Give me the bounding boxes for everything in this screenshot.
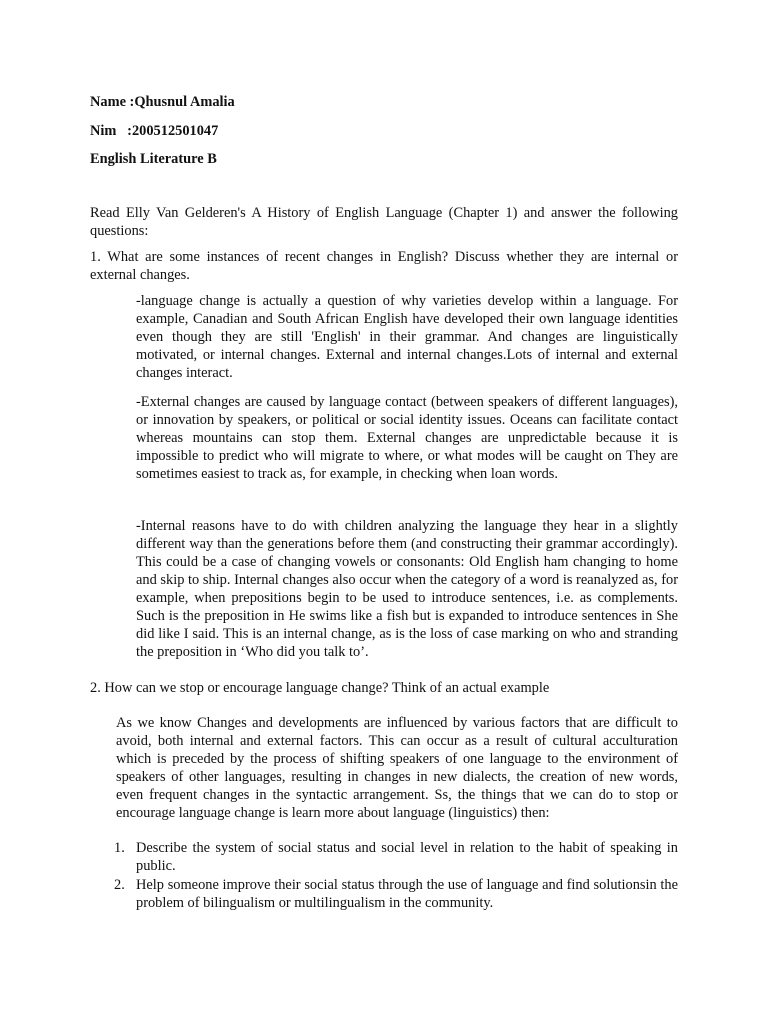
list-item-text: Describe the system of social status and social level in relation to the habit of speaking in public.	[136, 840, 678, 874]
list-item-text: Help someone improve their social status through the use of language and find solutionsin the problem of bilingualism or multilingualism in the community.	[136, 877, 678, 911]
assignment-intro: Read Elly Van Gelderen's A History of English Language (Chapter 1) and answer the following questions:	[90, 205, 678, 239]
question-1: 1. What are some instances of recent changes in English? Discuss whether they are internal or external changes.	[90, 249, 678, 283]
list-item-number: 1.	[114, 840, 125, 856]
answer-1-paragraph-2: -External changes are caused by language contact (between speakers of different languages), or innovation by speakers, or political or social identity issues. Oceans can facilitate contact whereas mountains can stop them. External changes are unpredictable because it is impossible to predict who will migrate to where, or what modes will be caught on They are sometimes easiest to track as, for example, in checking when loan words.	[136, 394, 678, 482]
answer-1-paragraph-1: -language change is actually a question of why varieties develop within a language. For example, Canadian and South African English have developed their own language identities even though they are still 'English' in their grammar. And changes are linguistically motivated, or internal changes. External and internal changes.Lots of internal and external changes interact.	[136, 293, 678, 381]
class-name: English Literature B	[90, 151, 217, 167]
answer-1-paragraph-3: -Internal reasons have to do with children analyzing the language they hear in a slightly different way than the generations before them (and constructing their grammar accordingly). This could be a case of changing vowels or consonants: Old English ham changing to home and skip to ship. Internal changes also occur when the category of a word is reanalyzed as, for example, when prepositions begin to be used to introduce sentences, i.e. as complements. Such is the preposition in He swims like a fish but is expanded to introduce sentences in She did like I said. This is an internal change, as is the loss of case marking on who and stranding the preposition in ‘Who did you talk to’.	[136, 518, 678, 660]
answer-2-paragraph: As we know Changes and developments are influenced by various factors that are difficult to avoid, both internal and external factors. This can occur as a result of cultural acculturation which is preceded by the process of shifting speakers of one language to the environment of speakers of other languages, resulting in changes in new dialects, the creation of new words, even frequent changes in the syntactic arrangement. Ss, the things that we can do to stop or encourage language change is learn more about language (linguistics) then:	[116, 715, 678, 821]
list-item-number: 2.	[114, 877, 125, 893]
student-nim: Nim :200512501047	[90, 123, 219, 139]
question-2: 2. How can we stop or encourage language change? Think of an actual example	[90, 680, 550, 696]
student-name: Name :Qhusnul Amalia	[90, 94, 235, 110]
